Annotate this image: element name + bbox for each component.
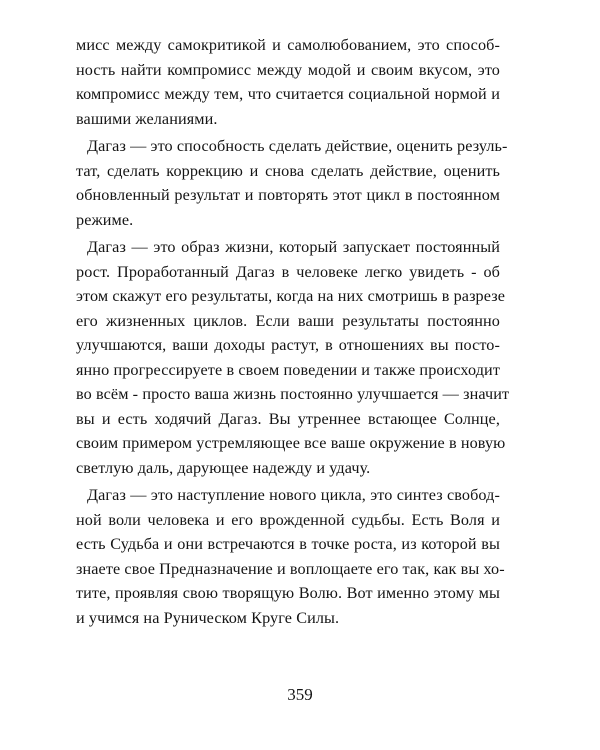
text-line: и учимся на Руническом Круге Силы. <box>76 608 340 627</box>
text-line: светлую даль, дарующее надежду и удачу. <box>76 458 371 477</box>
text-line: есть Судьба и они встречаются в точке роста, из которой вы <box>76 535 500 553</box>
text-line: улучшаются, ваши доходы растут, в отношениях вы посто- <box>76 336 500 354</box>
text-line: вашими желаниями. <box>76 109 218 128</box>
text-line: во всём - просто ваша жизнь постоянно улучшается — значит <box>76 385 510 403</box>
text-line: тите, проявляя свою творящую Волю. Вот именно этому мы <box>76 584 500 602</box>
text-line: тат, сделать коррекцию и снова сделать действие, оценить <box>76 161 500 180</box>
page-number: 359 <box>287 685 313 704</box>
text-line: вы и есть ходячий Дагаз. Вы утреннее встающее Солнце, <box>76 409 500 428</box>
body-text <box>76 33 510 633</box>
text-line: янно прогрессируете в своем поведении и также происходит <box>76 360 500 379</box>
text-line: обновленный результат и повторять этот цикл в постоянном <box>76 186 500 204</box>
text-line: мисс между самокритикой и самолюбованием, это способ- <box>76 36 500 54</box>
text-line: Дагаз — это образ жизни, который запускает постоянный <box>87 238 500 256</box>
text-line: Дагаз — это наступление нового цикла, это синтез свобод- <box>87 486 500 504</box>
text-line: компромисс между тем, что считается социальной нормой и <box>76 85 500 103</box>
text-line: этом скажут его результаты, когда на них смотришь в разрезе <box>76 287 506 305</box>
paragraph-2 <box>76 134 508 232</box>
text-line: знаете свое Предназначение и воплощаете его так, как вы хо- <box>76 559 505 578</box>
paragraph-3 <box>76 235 510 480</box>
text-line: ной воли человека и его врожденной судьбы. Есть Воля и <box>76 510 500 529</box>
text-line: рост. Проработанный Дагаз в человеке легко увидеть - об <box>76 262 500 281</box>
text-line: режиме. <box>76 210 134 229</box>
text-line: ность найти компромисс между модой и своим вкусом, это <box>76 60 500 79</box>
text-line: Дагаз — это способность сделать действие, оценить резуль- <box>87 137 508 155</box>
paragraph-1 <box>76 33 500 131</box>
text-line: его жизненных циклов. Если ваши результаты постоянно <box>76 311 500 330</box>
paragraph-4 <box>76 483 505 630</box>
text-line: своим примером устремляющее все ваше окружение в новую <box>76 434 506 452</box>
